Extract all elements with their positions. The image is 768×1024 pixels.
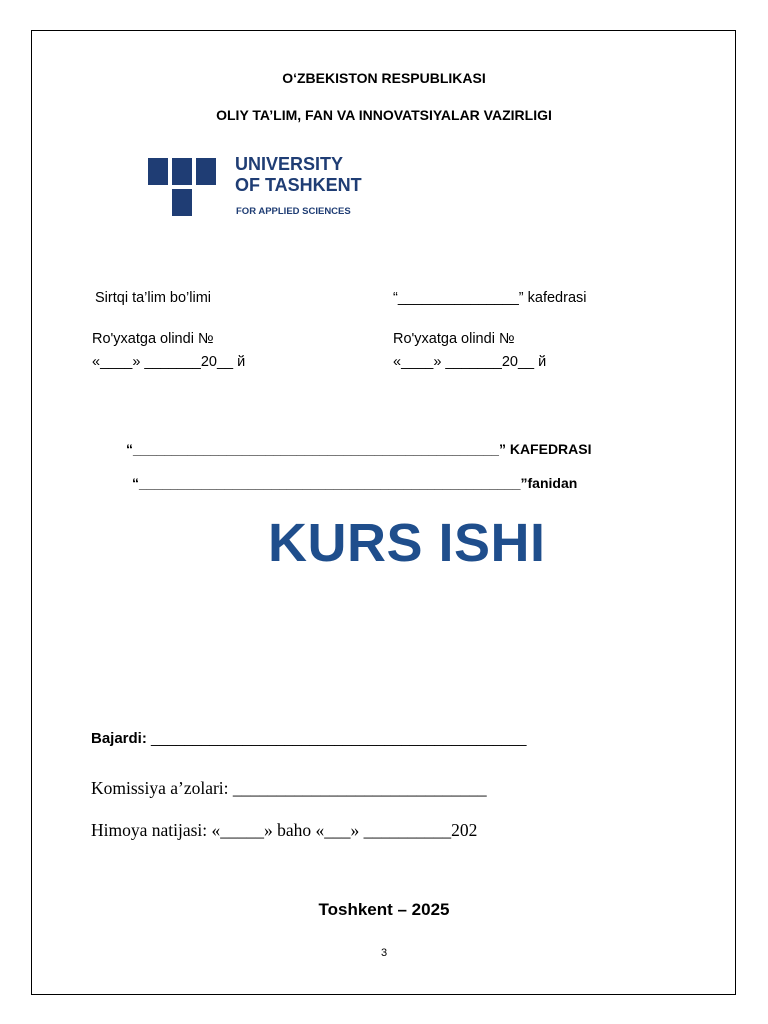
logo-square-1 — [148, 158, 168, 185]
page-number: 3 — [380, 947, 388, 959]
right-registration: Ro'yxatga olindi № — [393, 331, 515, 347]
logo-square-3 — [196, 158, 216, 185]
himoya-row: Himoya natijasi: «_____» baho «___» __________202 — [91, 820, 478, 840]
left-registration: Ro'yxatga olindi № — [92, 331, 214, 347]
place-year: Toshkent – 2025 — [318, 900, 450, 919]
logo-square-2 — [172, 158, 192, 185]
logo-line-1: UNIVERSITY — [235, 154, 344, 174]
bajardi-label: Bajardi: — [91, 730, 147, 747]
logo-line-2: OF TASHKENT — [235, 175, 362, 195]
logo-square-4 — [172, 189, 192, 216]
ministry-name: OLIY TA’LIM, FAN VA INNOVATSIYALAR VAZIRLIGI — [216, 107, 552, 123]
subject-line: “_________________________________________________”fanidan — [132, 475, 578, 491]
left-department: Sirtqi ta’lim bo’limi — [95, 290, 212, 306]
komissiya-row: Komissiya a’zolari: _____________________________ — [91, 778, 487, 798]
kafedra-line: “_______________________________________________” KAFEDRASI — [126, 441, 592, 457]
logo-line-3: FOR APPLIED SCIENCES — [236, 206, 351, 217]
right-registration-date: «____» _______20__ й — [393, 354, 547, 370]
bajardi-row — [91, 730, 526, 747]
document-title: KURS ISHI — [268, 513, 546, 573]
bajardi-blank: _____________________________________________ — [146, 730, 527, 747]
left-registration-date: «____» _______20__ й — [92, 354, 246, 370]
ministry-country: O‘ZBEKISTON RESPUBLIKASI — [282, 70, 486, 86]
right-department: “_______________” kafedrasi — [393, 290, 587, 306]
